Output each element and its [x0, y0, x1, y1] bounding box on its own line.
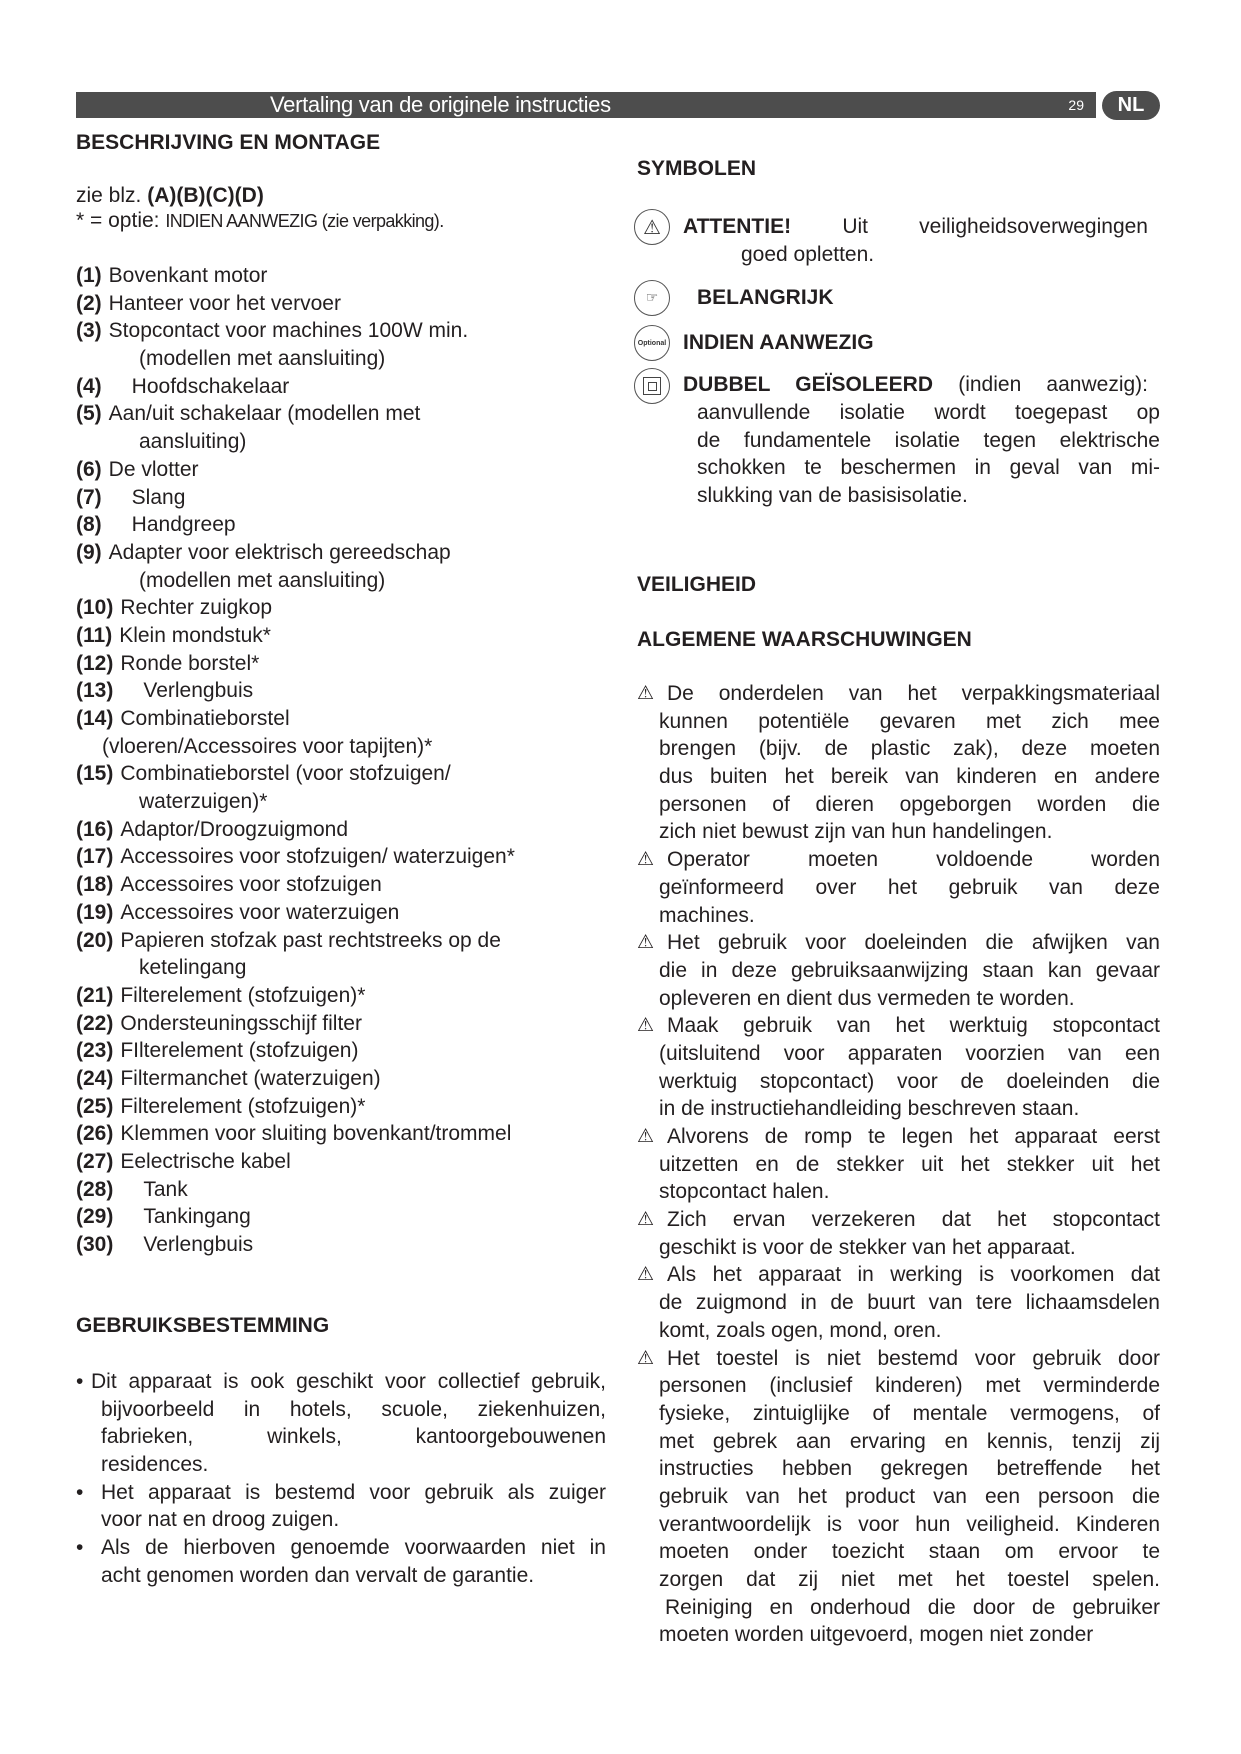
list-item	[76, 927, 616, 982]
warning-line: werktuig stopcontact) voor de doeleinden die	[659, 1069, 1160, 1093]
list-item	[76, 1010, 616, 1038]
item-label: Combinatieborstel	[120, 707, 290, 730]
item-number: (14)	[76, 707, 114, 730]
item-number: (6)	[76, 457, 102, 481]
item-label: Eelectrische kabel	[120, 1150, 291, 1173]
list-item	[76, 1093, 616, 1121]
list-item-line	[76, 1037, 616, 1065]
item-number: (19)	[76, 900, 114, 924]
list-item-line	[76, 567, 616, 595]
list-item	[76, 816, 616, 844]
list-item-line	[76, 1010, 616, 1038]
list-item-line	[76, 816, 616, 844]
list-item-line	[76, 428, 616, 456]
usage-bullet-line	[76, 1562, 606, 1590]
warning-triangle-icon: ⚠	[637, 932, 655, 954]
warning-line: personen (inclusief kinderen) met verminderde	[659, 1374, 1160, 1398]
option-asterisk: * =	[76, 209, 103, 232]
item-number: (21)	[76, 983, 114, 1007]
item-number: (11)	[76, 623, 113, 647]
warning-line: machines.	[659, 903, 755, 927]
warning-line: De onderdelen van het verpakkingsmateriaal	[667, 682, 1160, 705]
attention-continuation: goed opletten.	[741, 243, 875, 266]
page-reference	[76, 182, 264, 210]
warning-triangle-icon: ⚠	[637, 1015, 655, 1037]
item-number: (8)	[76, 513, 102, 537]
usage-bullet-text: Het apparaat is bestemd voor gebruik als zuiger	[101, 1480, 606, 1504]
item-label: Stopcontact voor machines 100W min.	[108, 319, 469, 343]
item-number: (9)	[76, 540, 102, 564]
warning-triangle-icon: ⚠	[637, 849, 655, 871]
pointing-hand-icon: ☞	[634, 280, 670, 316]
item-number: (2)	[76, 291, 102, 315]
double-insulated-line: aanvullende isolatie wordt toegepast op	[697, 401, 1160, 424]
list-item-line	[76, 594, 616, 622]
list-item	[76, 511, 616, 539]
item-label-continuation: ketelingang	[139, 956, 247, 980]
warning-line: gebruik van het product van een persoon die	[659, 1484, 1160, 1508]
item-label-continuation: (modellen met aansluiting)	[139, 347, 386, 371]
section-heading-symbols: SYMBOLEN	[637, 157, 757, 180]
warning-line: geïnformeerd over het gebruik van deze	[659, 875, 1160, 899]
warning-line: verantwoordelijk is voor hun veiligheid. Kinderen	[659, 1512, 1160, 1536]
list-item	[76, 1148, 616, 1176]
list-item-line	[76, 677, 616, 705]
list-item-line	[76, 1176, 616, 1204]
item-number: (26)	[76, 1122, 114, 1146]
list-item	[76, 317, 616, 372]
list-item-line	[76, 317, 616, 345]
item-label: Klemmen voor sluiting bovenkant/trommel	[120, 1122, 512, 1146]
item-label: Accessoires voor stofzuigen/ waterzuigen*	[120, 845, 515, 869]
warning-item	[637, 1206, 1160, 1261]
usage-bullet-line	[76, 1534, 606, 1562]
double-insulated-icon	[634, 368, 670, 404]
list-item	[76, 1231, 616, 1259]
item-label: Filtermanchet (waterzuigen)	[120, 1066, 381, 1090]
page-number: 29	[1068, 97, 1084, 113]
item-number: (23)	[76, 1039, 114, 1063]
warning-item	[637, 680, 1160, 846]
list-item-line	[76, 927, 616, 955]
list-item-line	[76, 733, 616, 761]
item-label: Klein mondstuk*	[119, 623, 271, 647]
item-number: (17)	[76, 845, 114, 869]
language-badge: NL	[1102, 91, 1160, 120]
option-label: optie:	[108, 209, 160, 232]
item-number: (1)	[76, 264, 102, 287]
list-item-line	[76, 290, 616, 318]
list-item-line	[76, 262, 616, 290]
item-label: Aan/uit schakelaar (modellen met	[108, 402, 421, 426]
item-label-continuation: (vloeren/Accessoires voor tapijten)*	[102, 734, 433, 758]
item-label-continuation: (modellen met aansluiting)	[139, 568, 386, 592]
item-label: Combinatieborstel (voor stofzuigen/	[120, 762, 451, 786]
list-item	[76, 677, 616, 705]
warning-line: de zuigmond in de buurt van tere lichaamsdelen	[659, 1291, 1160, 1315]
warning-triangle-icon: ⚠	[634, 209, 670, 245]
warning-line: (uitsluitend voor apparaten voorzien van een	[659, 1041, 1160, 1065]
bullet-icon: •	[76, 1370, 84, 1393]
list-item-line	[76, 1148, 616, 1176]
list-item	[76, 1065, 616, 1093]
list-item	[76, 1120, 616, 1148]
double-insulated-line: de fundamentele isolatie tegen elektrische	[697, 428, 1160, 452]
item-number: (22)	[76, 1011, 114, 1035]
double-insulated-text: (indien aanwezig):	[958, 373, 1148, 396]
warning-line: zich niet bewust zijn van hun handelingen.	[659, 820, 1053, 844]
item-label: Verlengbuis	[143, 679, 254, 703]
warning-line: Het gebruik voor doeleinden die afwijken van	[667, 931, 1160, 955]
list-item-line	[76, 484, 616, 512]
warning-line: Operator moeten voldoende worden	[667, 848, 1160, 872]
list-item-line	[76, 345, 616, 373]
item-label: FIlterelement (stofzuigen)	[120, 1039, 359, 1063]
list-item-line	[76, 899, 616, 927]
attention-text: Uit veiligheidsoverwegingen	[842, 215, 1148, 238]
usage-bullet	[76, 1368, 606, 1479]
page-reference-prefix: zie blz.	[76, 184, 142, 207]
bullet-icon: •	[76, 1480, 84, 1504]
list-item	[76, 1203, 616, 1231]
symbol-attention	[683, 213, 1148, 241]
warning-line: Reiniging en onderhoud die door de gebruiker	[665, 1595, 1160, 1619]
warning-line: Als het apparaat in werking is voorkomen dat	[667, 1263, 1160, 1287]
section-heading-description: BESCHRIJVING EN MONTAGE	[76, 131, 381, 154]
warning-line: in de instructiehandleiding beschreven staan.	[659, 1097, 1080, 1121]
symbol-double-insulated	[683, 371, 1148, 399]
usage-bullet-line	[76, 1423, 606, 1451]
usage-list	[76, 1368, 606, 1590]
item-number: (3)	[76, 319, 102, 343]
list-item-line	[76, 1093, 616, 1121]
list-item	[76, 650, 616, 678]
list-item	[76, 484, 616, 512]
item-label: Tankingang	[143, 1205, 251, 1229]
list-item-line	[76, 788, 616, 816]
item-number: (4)	[76, 374, 102, 398]
list-item	[76, 871, 616, 899]
usage-bullet-line	[76, 1368, 606, 1396]
warning-line: zorgen dat zij niet met het toestel spelen.	[659, 1568, 1160, 1591]
warning-line: fysieke, zintuiglijke of mentale vermogens, of	[659, 1401, 1160, 1425]
item-label: Rechter zuigkop	[120, 596, 273, 620]
list-item	[76, 622, 616, 650]
warning-item	[637, 1123, 1160, 1206]
warning-item	[637, 1345, 1160, 1650]
option-text: INDIEN AANWEZIG (zie verpakking).	[165, 211, 444, 231]
header-bar	[76, 92, 1096, 118]
item-label: Handgreep	[131, 513, 236, 537]
list-item-line	[76, 1203, 616, 1231]
bullet-icon: •	[76, 1536, 84, 1560]
item-label: Slang	[131, 485, 186, 509]
usage-bullet	[76, 1479, 606, 1534]
item-label: Adaptor/Droogzuigmond	[120, 817, 348, 841]
item-label: Ronde borstel*	[120, 651, 260, 675]
usage-bullet-text: voor nat en droog zuigen.	[101, 1508, 340, 1532]
warning-line: Maak gebruik van het werktuig stopcontact	[667, 1014, 1160, 1038]
list-item	[76, 539, 616, 594]
double-insulated-line: slukking van de basisisolatie.	[697, 484, 968, 508]
item-number: (25)	[76, 1094, 114, 1118]
list-item	[76, 373, 616, 401]
item-label: Verlengbuis	[143, 1233, 254, 1257]
warning-line: uitzetten en de stekker uit het stekker uit het	[659, 1152, 1160, 1176]
list-item-line	[76, 954, 616, 982]
list-item	[76, 400, 616, 455]
header-title: Vertaling van de originele instructies	[270, 92, 611, 117]
list-item	[76, 1037, 616, 1065]
item-label: De vlotter	[108, 457, 199, 481]
list-item	[76, 456, 616, 484]
list-item	[76, 705, 616, 760]
list-item	[76, 262, 616, 290]
warning-line: instructies hebben gekregen betreffende het	[659, 1457, 1160, 1481]
warning-line: moeten worden uitgevoerd, mogen niet zonder	[659, 1623, 1094, 1647]
optional-icon: Optional	[634, 325, 670, 361]
item-label: Accessoires voor stofzuigen	[120, 873, 382, 897]
item-number: (7)	[76, 485, 102, 509]
warning-line: geschikt is voor de stekker van het apparaat.	[659, 1235, 1076, 1259]
attention-label: ATTENTIE!	[683, 215, 792, 238]
item-label: Hanteer voor het vervoer	[108, 291, 341, 315]
option-note	[76, 207, 444, 236]
item-number: (29)	[76, 1205, 114, 1229]
warning-triangle-icon: ⚠	[637, 1126, 655, 1147]
warning-line: stopcontact halen.	[659, 1180, 830, 1204]
symbol-optional: INDIEN AANWEZIG	[683, 331, 874, 354]
warning-line: moeten onder toezicht staan om ervoor te	[659, 1540, 1160, 1564]
list-item	[76, 843, 616, 871]
list-item-line	[76, 982, 616, 1010]
warning-line: die in deze gebruiksaanwijzing staan kan gevaar	[659, 958, 1160, 982]
warning-triangle-icon: ⚠	[637, 683, 655, 704]
list-item-line	[76, 373, 616, 401]
warning-line: brengen (bijv. de plastic zak), deze moeten	[659, 737, 1160, 761]
double-insulated-label: DUBBEL GEÏSOLEERD	[683, 373, 933, 396]
item-number: (5)	[76, 402, 102, 426]
item-number: (24)	[76, 1066, 114, 1090]
warnings-list	[637, 680, 1160, 1649]
item-number: (20)	[76, 928, 114, 952]
list-item	[76, 1176, 616, 1204]
list-item	[76, 594, 616, 622]
item-number: (28)	[76, 1177, 114, 1201]
list-item-line	[76, 650, 616, 678]
item-number: (18)	[76, 873, 114, 897]
list-item	[76, 760, 616, 815]
warning-triangle-icon: ⚠	[637, 1209, 655, 1231]
usage-bullet-text: Dit apparaat is ook geschikt voor collectief gebruik,	[91, 1370, 606, 1393]
usage-bullet-line	[76, 1506, 606, 1534]
item-number: (27)	[76, 1150, 114, 1173]
item-label: Adapter voor elektrisch gereedschap	[108, 540, 451, 564]
list-item-line	[76, 705, 616, 733]
list-item-line	[76, 456, 616, 484]
list-item-line	[76, 760, 616, 788]
warning-item	[637, 929, 1160, 1012]
item-number: (12)	[76, 651, 114, 675]
warning-line: personen of dieren opgeborgen worden die	[659, 792, 1160, 816]
warning-line: opleveren en dient dus vermeden te worden.	[659, 986, 1075, 1010]
list-item-line	[76, 1065, 616, 1093]
warning-item	[637, 846, 1160, 929]
item-label: Accessoires voor waterzuigen	[120, 900, 400, 924]
list-item-line	[76, 400, 616, 428]
item-label-continuation: waterzuigen)*	[139, 790, 268, 814]
usage-bullet	[76, 1534, 606, 1589]
list-item	[76, 899, 616, 927]
usage-bullet-text: Als de hierboven genoemde voorwaarden niet in	[101, 1536, 606, 1560]
list-item-line	[76, 871, 616, 899]
item-label: Filterelement (stofzuigen)*	[120, 983, 366, 1007]
item-number: (16)	[76, 817, 114, 841]
warning-line: Zich ervan verzekeren dat het stopcontact	[667, 1208, 1160, 1232]
warning-line: komt, zoals ogen, mond, oren.	[659, 1318, 942, 1342]
section-heading-general-warnings: ALGEMENE WAARSCHUWINGEN	[637, 628, 972, 651]
usage-bullet-text: acht genomen worden dan vervalt de garantie.	[101, 1563, 535, 1587]
double-insulated-line: schokken te beschermen in geval van mi-	[697, 456, 1160, 480]
list-item-line	[76, 622, 616, 650]
usage-bullet-line	[76, 1479, 606, 1507]
list-item-line	[76, 1231, 616, 1259]
item-number: (10)	[76, 596, 114, 620]
usage-bullet-line	[76, 1451, 606, 1479]
warning-triangle-icon: ⚠	[637, 1264, 655, 1286]
usage-bullet-text: bijvoorbeeld in hotels, scuole, ziekenhuizen,	[101, 1397, 606, 1421]
item-label: Hoofdschakelaar	[131, 374, 290, 398]
item-label: Papieren stofzak past rechtstreeks op de	[120, 928, 501, 952]
list-item-line	[76, 511, 616, 539]
usage-bullet-line	[76, 1396, 606, 1424]
section-heading-usage: GEBRUIKSBESTEMMING	[76, 1314, 330, 1337]
usage-bullet-text: fabrieken, winkels, kantoorgebouwenen	[101, 1425, 606, 1449]
item-label: Tank	[143, 1177, 188, 1201]
warning-item	[637, 1261, 1160, 1344]
item-label: Ondersteuningsschijf filter	[120, 1011, 362, 1035]
warning-line: dus buiten het bereik van kinderen en andere	[659, 765, 1160, 789]
warning-line: Alvorens de romp te legen het apparaat eerst	[667, 1125, 1160, 1148]
list-item	[76, 982, 616, 1010]
item-label: Bovenkant motor	[108, 264, 268, 287]
list-item	[76, 290, 616, 318]
symbol-important: BELANGRIJK	[697, 286, 834, 309]
warning-line: kunnen potentiële gevaren met zich mee	[659, 709, 1160, 733]
item-number: (13)	[76, 679, 114, 703]
item-label: Filterelement (stofzuigen)*	[120, 1094, 366, 1118]
warning-triangle-icon: ⚠	[637, 1347, 655, 1369]
item-number: (15)	[76, 762, 114, 786]
section-heading-safety: VEILIGHEID	[637, 573, 757, 596]
warning-item	[637, 1012, 1160, 1123]
list-item-line	[76, 1120, 616, 1148]
warning-line: Het toestel is niet bestemd voor gebruik door	[667, 1346, 1160, 1370]
parts-list	[76, 262, 616, 1259]
page-reference-pages: (A)(B)(C)(D)	[147, 184, 264, 207]
usage-bullet-text: residences.	[101, 1453, 209, 1477]
double-insulated-description	[697, 399, 1160, 510]
list-item-line	[76, 539, 616, 567]
item-number: (30)	[76, 1233, 114, 1257]
warning-line: met gebrek aan ervaring en kennis, tenzij zij	[659, 1429, 1160, 1453]
list-item-line	[76, 843, 616, 871]
item-label-continuation: aansluiting)	[139, 430, 247, 454]
